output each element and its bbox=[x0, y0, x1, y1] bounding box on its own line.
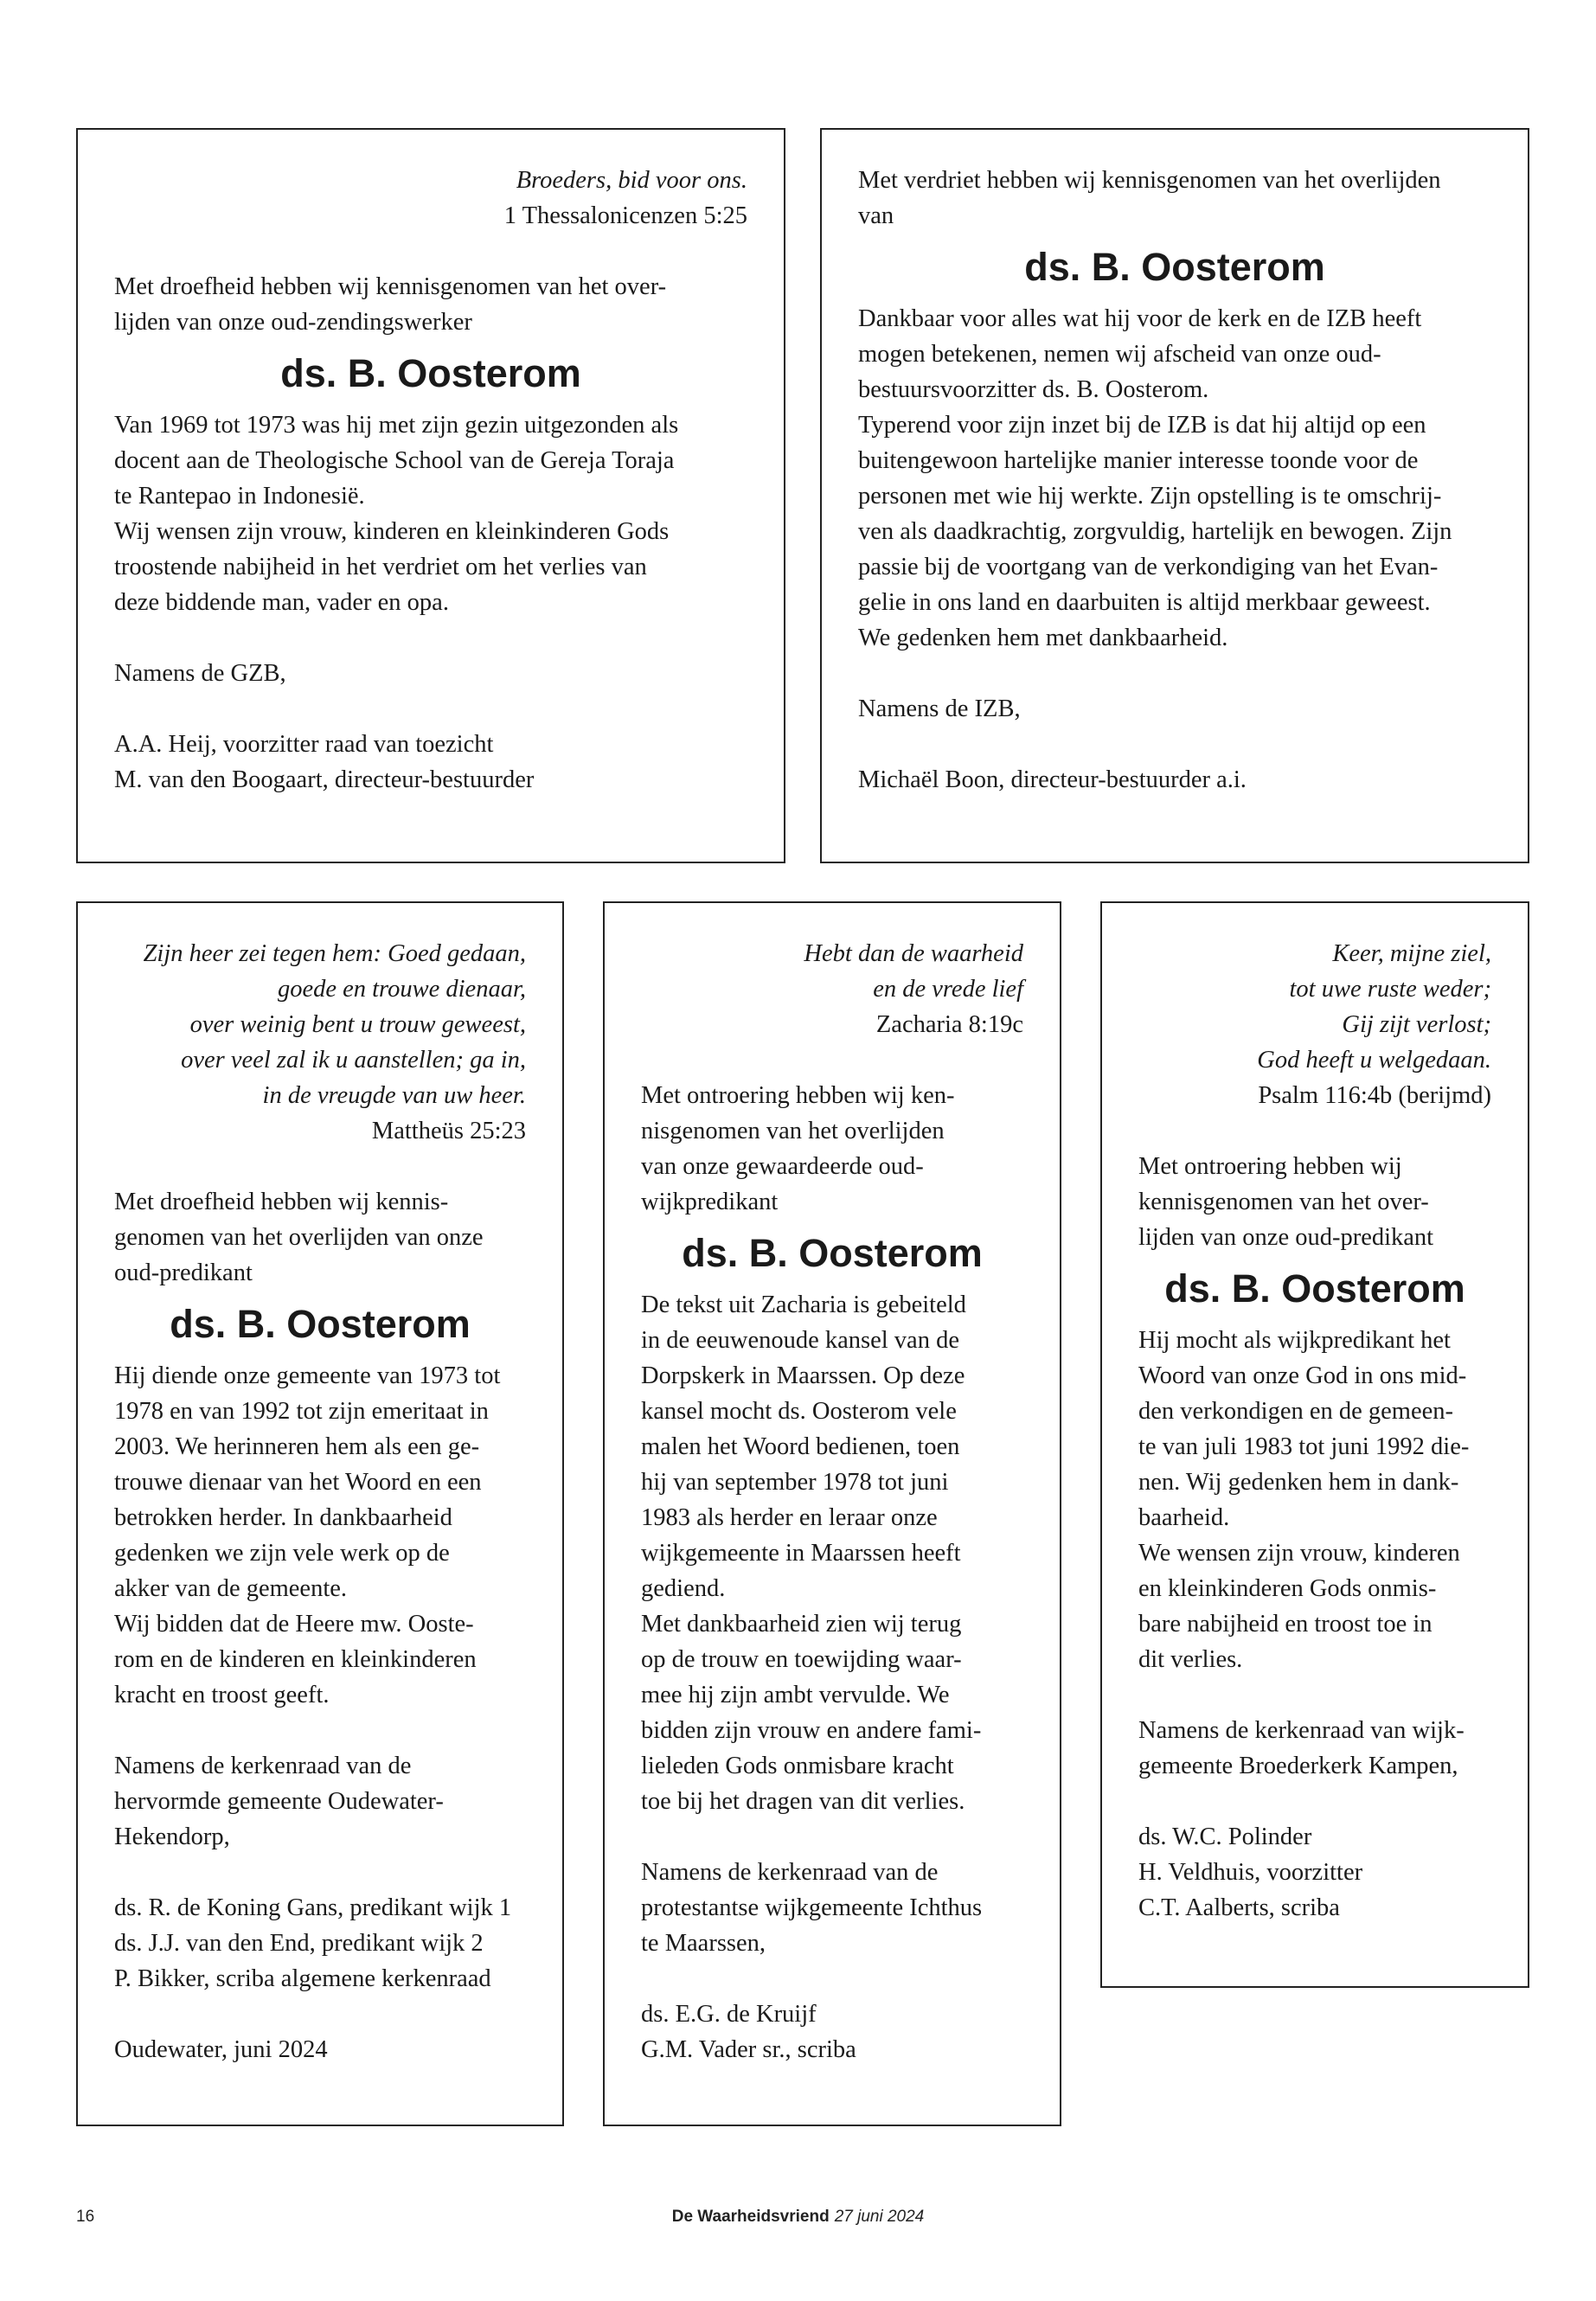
motto-line: in de vreugde van uw heer. bbox=[262, 1082, 526, 1109]
signatory-line: ds. J.J. van den End, predikant wijk 2 bbox=[114, 1930, 484, 1957]
intro-line: Met droefheid hebben wij kennis- bbox=[114, 1189, 449, 1215]
body-line: 1983 als herder en leraar onze bbox=[641, 1504, 938, 1531]
body-line: Van 1969 tot 1973 was hij met zijn gezin uitgezonden als bbox=[114, 412, 679, 439]
body-line: te Rantepao in Indonesië. bbox=[114, 483, 365, 510]
on-behalf-line: Namens de IZB, bbox=[858, 695, 1021, 722]
motto-line: Gij zijt verlost; bbox=[1342, 1011, 1491, 1038]
signatory-line: P. Bikker, scriba algemene kerkenraad bbox=[114, 1965, 491, 1992]
notice-izb bbox=[820, 128, 1529, 863]
body-line: lieleden Gods onmisbare kracht bbox=[641, 1753, 954, 1779]
notice-content bbox=[641, 936, 1023, 2067]
publication-date: 27 juni 2024 bbox=[834, 2208, 925, 2226]
body-line: buitengewoon hartelijke manier interesse toonde voor de bbox=[858, 447, 1419, 474]
body-line: mee hij zijn ambt vervulde. We bbox=[641, 1682, 950, 1708]
body-line: We wensen zijn vrouw, kinderen bbox=[1138, 1540, 1460, 1567]
notice-kampen bbox=[1100, 901, 1529, 1988]
bible-reference: Mattheüs 25:23 bbox=[371, 1118, 526, 1144]
intro-line: nisgenomen van het overlijden bbox=[641, 1118, 945, 1144]
body-line: Woord van onze God in ons mid- bbox=[1138, 1362, 1467, 1389]
signatory-line: ds. R. de Koning Gans, predikant wijk 1 bbox=[114, 1894, 512, 1921]
intro-line: Met verdriet hebben wij kennisgenomen van het overlijden bbox=[858, 167, 1441, 194]
body-line: mogen betekenen, nemen wij afscheid van onze oud- bbox=[858, 341, 1381, 368]
body-line: malen het Woord bedienen, toen bbox=[641, 1433, 960, 1460]
body-line: in de eeuwenoude kansel van de bbox=[641, 1327, 959, 1354]
signatory-line: M. van den Boogaart, directeur-bestuurder bbox=[114, 766, 535, 793]
motto-line: Zijn heer zei tegen hem: Goed gedaan, bbox=[143, 940, 526, 967]
bible-reference: Psalm 116:4b (berijmd) bbox=[1258, 1082, 1491, 1109]
place-date-line: Oudewater, juni 2024 bbox=[114, 2036, 328, 2063]
body-line: 2003. We herinneren hem als een ge- bbox=[114, 1433, 480, 1460]
deceased-name: ds. B. Oosterom bbox=[170, 1302, 471, 1346]
body-line: trouwe dienaar van het Woord en een bbox=[114, 1469, 482, 1496]
signatory-line: G.M. Vader sr., scriba bbox=[641, 2036, 856, 2063]
body-line: Wij bidden dat de Heere mw. Ooste- bbox=[114, 1611, 474, 1638]
body-line: De tekst uit Zacharia is gebeiteld bbox=[641, 1292, 966, 1318]
body-line: bestuursvoorzitter ds. B. Oosterom. bbox=[858, 376, 1209, 403]
notice-gzb bbox=[76, 128, 785, 863]
intro-line: Met droefheid hebben wij kennisgenomen van het over- bbox=[114, 273, 667, 300]
notice-content bbox=[114, 936, 526, 2067]
on-behalf-line: Namens de kerkenraad van wijk- bbox=[1138, 1717, 1465, 1744]
deceased-name: ds. B. Oosterom bbox=[682, 1231, 983, 1275]
body-line: Wij wensen zijn vrouw, kinderen en kleinkinderen Gods bbox=[114, 518, 670, 545]
intro-line: van bbox=[858, 202, 894, 229]
body-line: bare nabijheid en troost toe in bbox=[1138, 1611, 1433, 1638]
signatory-line: H. Veldhuis, voorzitter bbox=[1138, 1859, 1363, 1886]
motto-line: over veel zal ik u aanstellen; ga in, bbox=[181, 1047, 526, 1074]
on-behalf-line: gemeente Broederkerk Kampen, bbox=[1138, 1753, 1458, 1779]
body-line: te van juli 1983 tot juni 1992 die- bbox=[1138, 1433, 1470, 1460]
publication-title: De Waarheidsvriend bbox=[671, 2208, 830, 2226]
body-line: den verkondigen en de gemeen- bbox=[1138, 1398, 1454, 1425]
body-line: hij van september 1978 tot juni bbox=[641, 1469, 949, 1496]
on-behalf-line: te Maarssen, bbox=[641, 1930, 766, 1957]
body-line: gedenken we zijn vele werk op de bbox=[114, 1540, 450, 1567]
bible-reference: Zacharia 8:19c bbox=[875, 1011, 1023, 1038]
motto-line: en de vrede lief bbox=[873, 976, 1023, 1003]
body-line: troostende nabijheid in het verdriet om het verlies van bbox=[114, 554, 647, 580]
motto-line: over weinig bent u trouw geweest, bbox=[189, 1011, 526, 1038]
body-line: wijkgemeente in Maarssen heeft bbox=[641, 1540, 961, 1567]
notice-maarssen bbox=[603, 901, 1061, 2126]
intro-line: wijkpredikant bbox=[641, 1189, 779, 1215]
body-line: docent aan de Theologische School van de Gereja Toraja bbox=[114, 447, 675, 474]
notice-content bbox=[114, 163, 747, 798]
body-line: Met dankbaarheid zien wij terug bbox=[641, 1611, 962, 1638]
intro-line: lijden van onze oud-zendingswerker bbox=[114, 309, 472, 336]
deceased-name: ds. B. Oosterom bbox=[1024, 245, 1325, 289]
body-line: Hij diende onze gemeente van 1973 tot bbox=[114, 1362, 501, 1389]
on-behalf-line: hervormde gemeente Oudewater- bbox=[114, 1788, 444, 1815]
publication-line bbox=[0, 2208, 1596, 2227]
body-line: rom en de kinderen en kleinkinderen bbox=[114, 1646, 477, 1673]
intro-line: Met ontroering hebben wij ken- bbox=[641, 1082, 955, 1109]
motto-line: Broeders, bid voor ons. bbox=[516, 167, 747, 194]
motto-line: tot uwe ruste weder; bbox=[1289, 976, 1491, 1003]
intro-line: van onze gewaardeerde oud- bbox=[641, 1153, 924, 1180]
bible-reference: 1 Thessalonicenzen 5:25 bbox=[503, 202, 747, 229]
on-behalf-line: protestantse wijkgemeente Ichthus bbox=[641, 1894, 983, 1921]
body-line: 1978 en van 1992 tot zijn emeritaat in bbox=[114, 1398, 489, 1425]
body-line: deze biddende man, vader en opa. bbox=[114, 589, 449, 616]
body-line: personen met wie hij werkte. Zijn opstelling is te omschrij- bbox=[858, 483, 1442, 510]
body-line: betrokken herder. In dankbaarheid bbox=[114, 1504, 452, 1531]
intro-line: oud-predikant bbox=[114, 1259, 253, 1286]
signatory-line: ds. W.C. Polinder bbox=[1138, 1823, 1312, 1850]
deceased-name: ds. B. Oosterom bbox=[280, 351, 581, 395]
on-behalf-line: Hekendorp, bbox=[114, 1823, 230, 1850]
body-line: baarheid. bbox=[1138, 1504, 1230, 1531]
body-line: Typerend voor zijn inzet bij de IZB is dat hij altijd op een bbox=[858, 412, 1426, 439]
body-line: Hij mocht als wijkpredikant het bbox=[1138, 1327, 1451, 1354]
notice-oudewater bbox=[76, 901, 564, 2126]
motto-line: goede en trouwe dienaar, bbox=[277, 976, 526, 1003]
deceased-name: ds. B. Oosterom bbox=[1164, 1266, 1465, 1311]
page-number: 16 bbox=[76, 2208, 95, 2226]
on-behalf-line: Namens de GZB, bbox=[114, 660, 286, 687]
body-line: bidden zijn vrouw en andere fami- bbox=[641, 1717, 982, 1744]
body-line: akker van de gemeente. bbox=[114, 1575, 348, 1602]
notice-content bbox=[858, 163, 1491, 798]
motto-line: God heeft u welgedaan. bbox=[1257, 1047, 1491, 1074]
body-line: Dorpskerk in Maarssen. Op deze bbox=[641, 1362, 965, 1389]
on-behalf-line: Namens de kerkenraad van de bbox=[114, 1753, 412, 1779]
body-line: gediend. bbox=[641, 1575, 726, 1602]
body-line: ven als daadkrachtig, zorgvuldig, hartelijk en bewogen. Zijn bbox=[858, 518, 1452, 545]
body-line: dit verlies. bbox=[1138, 1646, 1243, 1673]
body-line: kracht en troost geeft. bbox=[114, 1682, 330, 1708]
signatory-line: Michaël Boon, directeur-bestuurder a.i. bbox=[858, 766, 1247, 793]
body-line: Dankbaar voor alles wat hij voor de kerk en de IZB heeft bbox=[858, 305, 1422, 332]
body-line: nen. Wij gedenken hem in dank- bbox=[1138, 1469, 1459, 1496]
motto-line: Keer, mijne ziel, bbox=[1332, 940, 1491, 967]
body-line: gelie in ons land en daarbuiten is altijd merkbaar geweest. bbox=[858, 589, 1431, 616]
signatory-line: A.A. Heij, voorzitter raad van toezicht bbox=[114, 731, 494, 758]
on-behalf-line: Namens de kerkenraad van de bbox=[641, 1859, 939, 1886]
body-line: passie bij de voortgang van de verkondiging van het Evan- bbox=[858, 554, 1439, 580]
intro-line: kennisgenomen van het over- bbox=[1138, 1189, 1429, 1215]
body-line: We gedenken hem met dankbaarheid. bbox=[858, 625, 1228, 651]
intro-line: lijden van onze oud-predikant bbox=[1138, 1224, 1434, 1251]
intro-line: genomen van het overlijden van onze bbox=[114, 1224, 484, 1251]
notice-content bbox=[1138, 936, 1491, 1926]
signatory-line: ds. E.G. de Kruijf bbox=[641, 2001, 817, 2028]
body-line: en kleinkinderen Gods onmis- bbox=[1138, 1575, 1437, 1602]
intro-line: Met ontroering hebben wij bbox=[1138, 1153, 1402, 1180]
body-line: toe bij het dragen van dit verlies. bbox=[641, 1788, 965, 1815]
signatory-line: C.T. Aalberts, scriba bbox=[1138, 1894, 1340, 1921]
body-line: op de trouw en toewijding waar- bbox=[641, 1646, 962, 1673]
motto-line: Hebt dan de waarheid bbox=[804, 940, 1023, 967]
body-line: kansel mocht ds. Oosterom vele bbox=[641, 1398, 957, 1425]
